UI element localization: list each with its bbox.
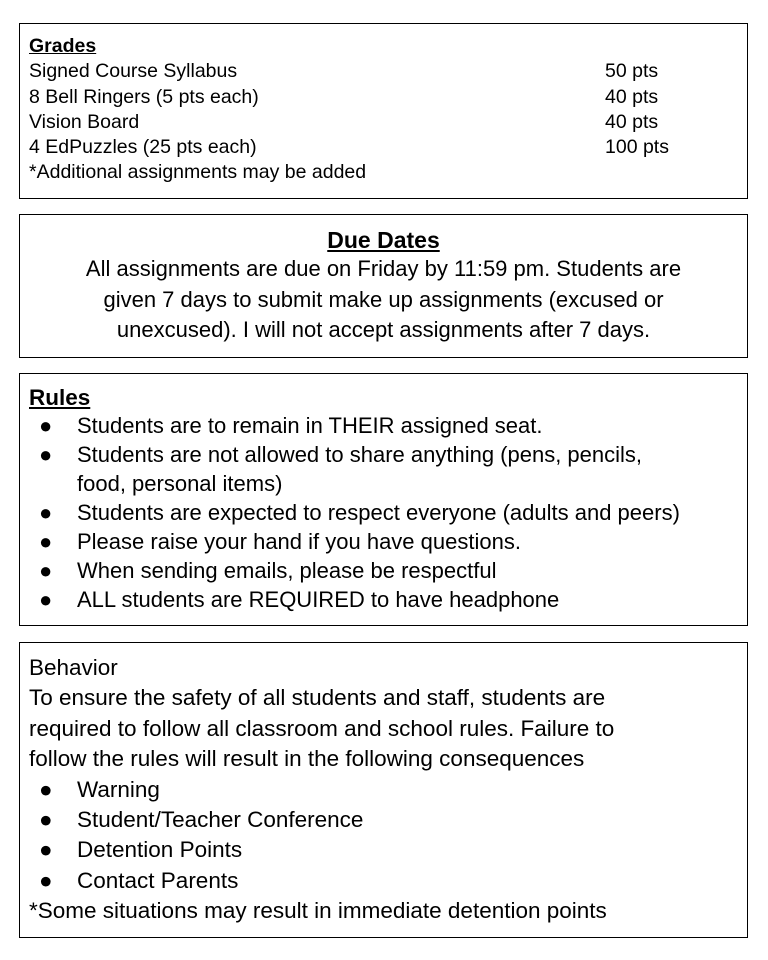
rule-text: food, personal items) (77, 471, 283, 496)
rule-item (29, 585, 747, 614)
due-dates-text (26, 254, 741, 346)
grade-item-label: 4 EdPuzzles (25 pts each) (29, 136, 257, 159)
rule-item (29, 440, 747, 498)
grade-item-label: Signed Course Syllabus (29, 60, 238, 83)
rule-text: When sending emails, please be respectful (77, 558, 497, 583)
rule-item (29, 556, 747, 585)
bullet-icon: ● (39, 500, 53, 525)
bullet-icon: ● (39, 807, 53, 833)
rule-text: Students are expected to respect everyone (adults and peers) (77, 500, 680, 525)
grade-row (29, 85, 747, 110)
bullet-icon: ● (39, 837, 53, 863)
consequence-item (29, 866, 747, 896)
consequence-item (29, 775, 747, 805)
bullet-icon: ● (39, 413, 53, 438)
grades-title: Grades (29, 35, 97, 57)
grade-item-points: 40 pts (605, 85, 659, 108)
bullet-icon: ● (39, 558, 53, 583)
behavior-section (19, 642, 748, 938)
rule-text: Students are not allowed to share anything (pens, pencils, (77, 442, 643, 467)
behavior-title: Behavior (29, 655, 118, 680)
grade-row (29, 135, 747, 160)
consequence-item (29, 835, 747, 865)
rule-text: Students are to remain in THEIR assigned seat. (77, 413, 543, 438)
bullet-icon: ● (39, 776, 53, 802)
rule-item (29, 527, 747, 556)
grade-item-points: 100 pts (605, 136, 669, 159)
consequence-text: Student/Teacher Conference (77, 807, 364, 833)
due-dates-line: given 7 days to submit make up assignments (excused or (103, 286, 664, 312)
grade-item-points: 50 pts (605, 60, 659, 83)
rule-text: ALL students are REQUIRED to have headphone (77, 587, 560, 612)
due-dates-line: unexcused). I will not accept assignments after 7 days. (116, 317, 651, 342)
bullet-icon: ● (39, 587, 53, 612)
consequence-item (29, 805, 747, 835)
grade-item-points: 40 pts (605, 110, 659, 133)
rule-text: Please raise your hand if you have questions. (77, 529, 521, 554)
rules-list (29, 411, 747, 614)
grades-note: *Additional assignments may be added (29, 161, 367, 184)
rule-item (29, 498, 747, 527)
grade-item-label: Vision Board (29, 110, 140, 133)
behavior-intro-line: follow the rules will result in the following consequences (29, 746, 585, 772)
grades-section (19, 23, 748, 199)
bullet-icon: ● (39, 867, 53, 893)
consequence-text: Detention Points (77, 837, 243, 863)
grade-row (29, 59, 747, 84)
rule-item (29, 411, 747, 440)
consequences-list (29, 775, 747, 897)
behavior-intro-line: required to follow all classroom and school rules. Failure to (29, 715, 615, 741)
due-dates-line: All assignments are due on Friday by 11:59 pm. Students are (85, 256, 682, 281)
bullet-icon: ● (39, 442, 53, 467)
due-dates-title: Due Dates (327, 227, 440, 253)
grade-row (29, 110, 747, 135)
consequence-text: Warning (77, 776, 160, 802)
rules-section (19, 373, 748, 626)
bullet-icon: ● (39, 529, 53, 554)
consequence-text: Contact Parents (77, 867, 239, 893)
behavior-intro-line: To ensure the safety of all students and staff, students are (29, 685, 606, 711)
grade-item-label: 8 Bell Ringers (5 pts each) (29, 85, 259, 108)
rules-title: Rules (29, 385, 91, 410)
due-dates-section (19, 214, 748, 358)
behavior-note: *Some situations may result in immediate detention points (29, 898, 607, 924)
